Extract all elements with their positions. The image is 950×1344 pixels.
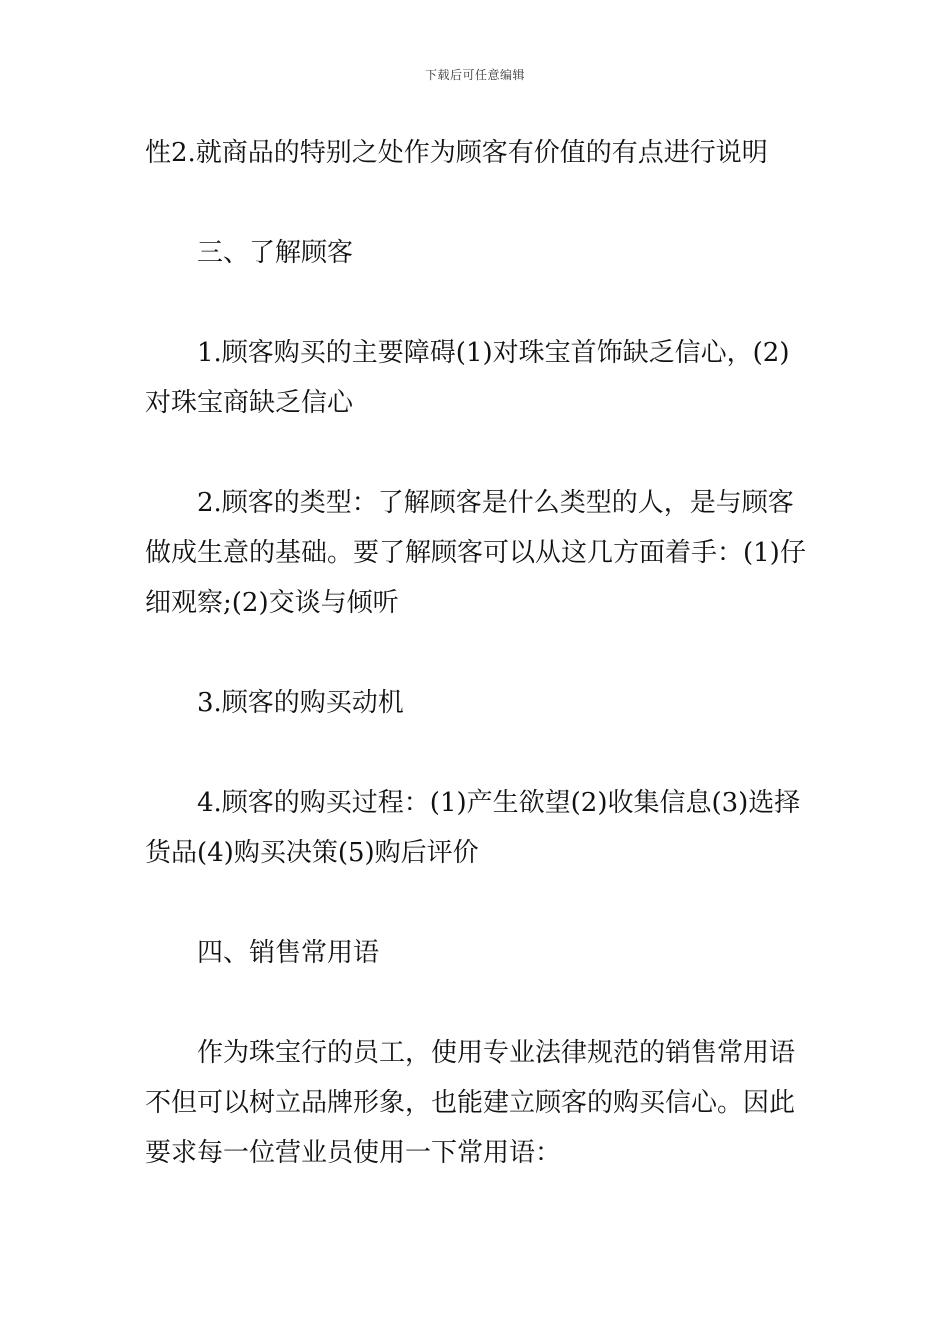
- paragraph-purchase-obstacles: 1.顾客购买的主要障碍(1)对珠宝首饰缺乏信心，(2)对珠宝商缺乏信心: [145, 338, 790, 418]
- paragraph-purchase-process: 4.顾客的购买过程：(1)产生欲望(2)收集信息(3)选择货品(4)购买决策(5)购后评价: [145, 788, 801, 868]
- section-heading-understand-customer: 三、了解顾客: [197, 238, 354, 268]
- paragraph-continuation: 性2.就商品的特别之处作为顾客有价值的有点进行说明: [145, 138, 768, 168]
- paragraph-purchase-motives: 3.顾客的购买动机: [197, 688, 404, 718]
- paragraph-sales-phrases-intro: 作为珠宝行的员工，使用专业法律规范的销售常用语不但可以树立品牌形象，也能建立顾客的购买信心。因此要求每一位营业员使用一下常用语：: [145, 1038, 796, 1168]
- section-heading-sales-phrases: 四、销售常用语: [197, 938, 380, 968]
- header-note: 下载后可任意编辑: [424, 68, 525, 82]
- document-body: [145, 128, 807, 1178]
- paragraph-customer-types: 2.顾客的类型：了解顾客是什么类型的人，是与顾客做成生意的基础。要了解顾客可以从这几方面着手：(1)仔细观察;(2)交谈与倾听: [145, 488, 806, 618]
